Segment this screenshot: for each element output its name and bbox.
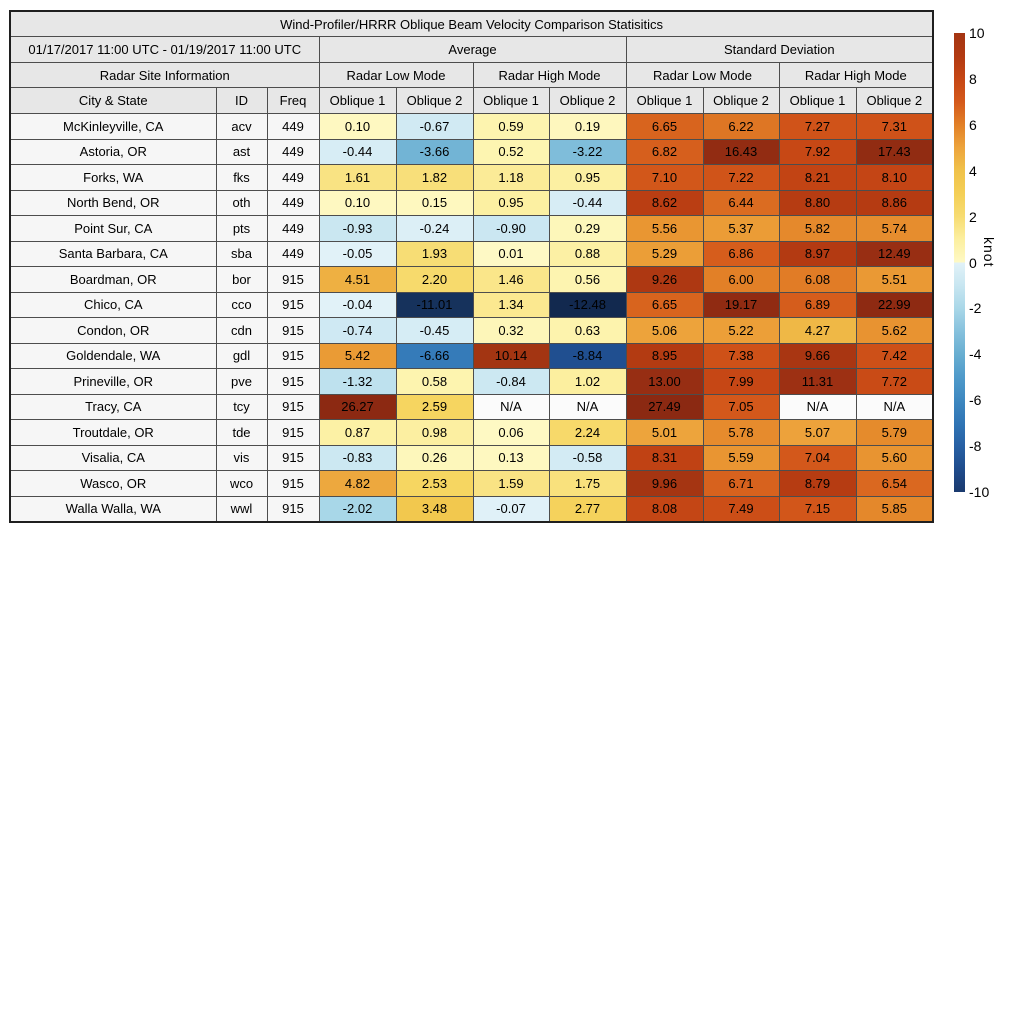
value-cell: 5.78 [703, 420, 779, 446]
value-cell: 1.02 [549, 369, 626, 395]
site-id-cell: wwl [216, 496, 267, 522]
value-cell: 1.46 [473, 267, 549, 293]
value-cell: 16.43 [703, 139, 779, 165]
freq-cell: 915 [267, 292, 319, 318]
value-cell: 8.10 [856, 165, 933, 191]
value-cell: 8.80 [779, 190, 856, 216]
value-cell: -11.01 [396, 292, 473, 318]
value-cell: 2.24 [549, 420, 626, 446]
freq-cell: 449 [267, 241, 319, 267]
colorbar-tick-label: 8 [969, 70, 977, 87]
value-cell: 0.87 [319, 420, 396, 446]
value-cell: -12.48 [549, 292, 626, 318]
table-row [10, 165, 933, 191]
title-row [10, 11, 933, 37]
column-header-oblique: Oblique 1 [473, 88, 549, 114]
value-cell: 5.79 [856, 420, 933, 446]
site-id-cell: gdl [216, 343, 267, 369]
value-cell: 6.65 [626, 114, 703, 140]
city-cell: Troutdale, OR [10, 420, 216, 446]
city-cell: Astoria, OR [10, 139, 216, 165]
value-cell: 0.06 [473, 420, 549, 446]
value-cell: -0.84 [473, 369, 549, 395]
column-header-city: City & State [10, 88, 216, 114]
value-cell: 1.61 [319, 165, 396, 191]
table-row [10, 292, 933, 318]
table-row [10, 420, 933, 446]
value-cell: -0.67 [396, 114, 473, 140]
value-cell: 0.15 [396, 190, 473, 216]
value-cell: 6.54 [856, 471, 933, 497]
city-cell: Goldendale, WA [10, 343, 216, 369]
value-cell: -1.32 [319, 369, 396, 395]
value-cell: 5.82 [779, 216, 856, 242]
value-cell: 7.22 [703, 165, 779, 191]
city-cell: Condon, OR [10, 318, 216, 344]
value-cell: -0.90 [473, 216, 549, 242]
column-header-row [10, 88, 933, 114]
city-cell: Visalia, CA [10, 445, 216, 471]
value-cell: 7.27 [779, 114, 856, 140]
table-row [10, 318, 933, 344]
value-cell: 5.62 [856, 318, 933, 344]
value-cell: -3.22 [549, 139, 626, 165]
value-cell: 0.52 [473, 139, 549, 165]
site-id-cell: acv [216, 114, 267, 140]
value-cell: 0.95 [473, 190, 549, 216]
table-body [10, 114, 933, 522]
value-cell: 2.77 [549, 496, 626, 522]
value-cell: 0.56 [549, 267, 626, 293]
value-cell: 6.86 [703, 241, 779, 267]
site-id-cell: tde [216, 420, 267, 446]
city-cell: Chico, CA [10, 292, 216, 318]
site-id-cell: wco [216, 471, 267, 497]
city-cell: Tracy, CA [10, 394, 216, 420]
date-range: 01/17/2017 11:00 UTC - 01/19/2017 11:00 UTC [10, 37, 319, 63]
freq-cell: 915 [267, 420, 319, 446]
value-cell: 7.05 [703, 394, 779, 420]
value-cell: 6.22 [703, 114, 779, 140]
value-cell: 0.32 [473, 318, 549, 344]
value-cell: 9.96 [626, 471, 703, 497]
value-cell: 10.14 [473, 343, 549, 369]
value-cell: 6.71 [703, 471, 779, 497]
column-header-oblique: Oblique 2 [703, 88, 779, 114]
colorbar-tick-label: 10 [969, 25, 985, 41]
value-cell: -8.84 [549, 343, 626, 369]
site-id-cell: cdn [216, 318, 267, 344]
value-cell: 8.95 [626, 343, 703, 369]
value-cell: 8.86 [856, 190, 933, 216]
value-cell: 7.15 [779, 496, 856, 522]
table-row [10, 496, 933, 522]
city-cell: Walla Walla, WA [10, 496, 216, 522]
site-id-cell: fks [216, 165, 267, 191]
site-id-cell: pts [216, 216, 267, 242]
value-cell: 6.08 [779, 267, 856, 293]
value-cell: 1.75 [549, 471, 626, 497]
mode-header-row [10, 63, 933, 88]
value-cell: 5.74 [856, 216, 933, 242]
value-cell: -6.66 [396, 343, 473, 369]
value-cell: 5.56 [626, 216, 703, 242]
value-cell: 12.49 [856, 241, 933, 267]
freq-cell: 915 [267, 471, 319, 497]
site-id-cell: sba [216, 241, 267, 267]
colorbar-tick-label: -4 [969, 346, 982, 363]
value-cell: 5.60 [856, 445, 933, 471]
colorbar-tick-label: 0 [969, 254, 977, 271]
value-cell: 7.72 [856, 369, 933, 395]
site-id-cell: bor [216, 267, 267, 293]
value-cell: 2.53 [396, 471, 473, 497]
column-header-id: ID [216, 88, 267, 114]
freq-cell: 915 [267, 343, 319, 369]
value-cell: 27.49 [626, 394, 703, 420]
value-cell: 7.38 [703, 343, 779, 369]
colorbar [954, 33, 965, 492]
value-cell: 4.51 [319, 267, 396, 293]
city-cell: North Bend, OR [10, 190, 216, 216]
value-cell: 9.66 [779, 343, 856, 369]
site-id-cell: cco [216, 292, 267, 318]
value-cell: 7.31 [856, 114, 933, 140]
freq-cell: 915 [267, 267, 319, 293]
table-row [10, 369, 933, 395]
value-cell: 6.00 [703, 267, 779, 293]
value-cell: 6.82 [626, 139, 703, 165]
table-row [10, 471, 933, 497]
value-cell: N/A [779, 394, 856, 420]
mode-header: Radar High Mode [473, 63, 626, 88]
value-cell: 1.34 [473, 292, 549, 318]
value-cell: 0.26 [396, 445, 473, 471]
value-cell: 22.99 [856, 292, 933, 318]
city-cell: Santa Barbara, CA [10, 241, 216, 267]
value-cell: 0.19 [549, 114, 626, 140]
table-row [10, 343, 933, 369]
freq-cell: 449 [267, 165, 319, 191]
value-cell: -0.44 [319, 139, 396, 165]
column-header-oblique: Oblique 2 [856, 88, 933, 114]
value-cell: N/A [473, 394, 549, 420]
city-cell: Point Sur, CA [10, 216, 216, 242]
value-cell: -3.66 [396, 139, 473, 165]
value-cell: -0.07 [473, 496, 549, 522]
table-title: Wind-Profiler/HRRR Oblique Beam Velocity Comparison Statisitics [10, 11, 933, 37]
table-row [10, 445, 933, 471]
value-cell: 8.21 [779, 165, 856, 191]
freq-cell: 915 [267, 318, 319, 344]
value-cell: 5.42 [319, 343, 396, 369]
column-header-freq: Freq [267, 88, 319, 114]
freq-cell: 449 [267, 216, 319, 242]
value-cell: 1.93 [396, 241, 473, 267]
value-cell: 2.20 [396, 267, 473, 293]
value-cell: 8.97 [779, 241, 856, 267]
value-cell: 0.98 [396, 420, 473, 446]
comparison-statistics-table [9, 10, 934, 523]
group-header-stddev: Standard Deviation [626, 37, 933, 63]
value-cell: 13.00 [626, 369, 703, 395]
freq-cell: 915 [267, 496, 319, 522]
value-cell: 9.26 [626, 267, 703, 293]
value-cell: 0.59 [473, 114, 549, 140]
value-cell: -0.58 [549, 445, 626, 471]
value-cell: 11.31 [779, 369, 856, 395]
value-cell: -0.83 [319, 445, 396, 471]
city-cell: Boardman, OR [10, 267, 216, 293]
value-cell: 6.89 [779, 292, 856, 318]
site-id-cell: vis [216, 445, 267, 471]
value-cell: -2.02 [319, 496, 396, 522]
value-cell: 0.10 [319, 190, 396, 216]
colorbar-tick-label: -8 [969, 438, 982, 455]
value-cell: 1.18 [473, 165, 549, 191]
table-row [10, 394, 933, 420]
value-cell: 6.65 [626, 292, 703, 318]
value-cell: -0.44 [549, 190, 626, 216]
value-cell: 7.42 [856, 343, 933, 369]
value-cell: 5.22 [703, 318, 779, 344]
value-cell: -0.45 [396, 318, 473, 344]
value-cell: 4.27 [779, 318, 856, 344]
value-cell: 0.13 [473, 445, 549, 471]
city-cell: McKinleyville, CA [10, 114, 216, 140]
value-cell: N/A [549, 394, 626, 420]
value-cell: 5.06 [626, 318, 703, 344]
column-header-oblique: Oblique 2 [396, 88, 473, 114]
colorbar-tick-label: 4 [969, 162, 977, 179]
value-cell: 0.58 [396, 369, 473, 395]
value-cell: 8.62 [626, 190, 703, 216]
table-row [10, 139, 933, 165]
value-cell: 17.43 [856, 139, 933, 165]
value-cell: 5.85 [856, 496, 933, 522]
freq-cell: 449 [267, 114, 319, 140]
site-id-cell: tcy [216, 394, 267, 420]
value-cell: 0.63 [549, 318, 626, 344]
freq-cell: 449 [267, 139, 319, 165]
value-cell: 7.92 [779, 139, 856, 165]
value-cell: 19.17 [703, 292, 779, 318]
value-cell: 1.59 [473, 471, 549, 497]
value-cell: 7.04 [779, 445, 856, 471]
colorbar-unit-label: knot [981, 237, 997, 268]
column-header-oblique: Oblique 1 [779, 88, 856, 114]
value-cell: 0.88 [549, 241, 626, 267]
value-cell: N/A [856, 394, 933, 420]
city-cell: Wasco, OR [10, 471, 216, 497]
value-cell: 4.82 [319, 471, 396, 497]
colorbar-tick-label: 6 [969, 116, 977, 133]
colorbar-tick-label: 2 [969, 208, 977, 225]
value-cell: 1.82 [396, 165, 473, 191]
value-cell: 8.31 [626, 445, 703, 471]
column-header-oblique: Oblique 1 [626, 88, 703, 114]
value-cell: 5.07 [779, 420, 856, 446]
table-row [10, 190, 933, 216]
value-cell: 0.95 [549, 165, 626, 191]
value-cell: 7.10 [626, 165, 703, 191]
value-cell: -0.24 [396, 216, 473, 242]
value-cell: 5.01 [626, 420, 703, 446]
freq-cell: 915 [267, 394, 319, 420]
site-id-cell: oth [216, 190, 267, 216]
value-cell: -0.74 [319, 318, 396, 344]
site-id-cell: pve [216, 369, 267, 395]
value-cell: 7.49 [703, 496, 779, 522]
value-cell: 0.10 [319, 114, 396, 140]
value-cell: 8.79 [779, 471, 856, 497]
value-cell: 5.37 [703, 216, 779, 242]
value-cell: 26.27 [319, 394, 396, 420]
colorbar-tick-label: -6 [969, 392, 982, 409]
mode-header: Radar Low Mode [319, 63, 473, 88]
mode-header: Radar Low Mode [626, 63, 779, 88]
value-cell: 3.48 [396, 496, 473, 522]
freq-cell: 915 [267, 445, 319, 471]
colorbar-tick-label: -2 [969, 300, 982, 317]
table-row [10, 216, 933, 242]
group-header-row [10, 37, 933, 63]
table-row [10, 241, 933, 267]
value-cell: 2.59 [396, 394, 473, 420]
site-id-cell: ast [216, 139, 267, 165]
site-info-header: Radar Site Information [10, 63, 319, 88]
city-cell: Prineville, OR [10, 369, 216, 395]
value-cell: 8.08 [626, 496, 703, 522]
value-cell: -0.05 [319, 241, 396, 267]
value-cell: 5.29 [626, 241, 703, 267]
mode-header: Radar High Mode [779, 63, 933, 88]
table-row [10, 114, 933, 140]
column-header-oblique: Oblique 1 [319, 88, 396, 114]
value-cell: -0.04 [319, 292, 396, 318]
freq-cell: 449 [267, 190, 319, 216]
value-cell: 0.01 [473, 241, 549, 267]
value-cell: 6.44 [703, 190, 779, 216]
value-cell: 5.59 [703, 445, 779, 471]
value-cell: 5.51 [856, 267, 933, 293]
column-header-oblique: Oblique 2 [549, 88, 626, 114]
city-cell: Forks, WA [10, 165, 216, 191]
freq-cell: 915 [267, 369, 319, 395]
value-cell: 0.29 [549, 216, 626, 242]
table-row [10, 267, 933, 293]
colorbar-tick-label: -10 [969, 484, 990, 500]
value-cell: -0.93 [319, 216, 396, 242]
group-header-average: Average [319, 37, 626, 63]
value-cell: 7.99 [703, 369, 779, 395]
